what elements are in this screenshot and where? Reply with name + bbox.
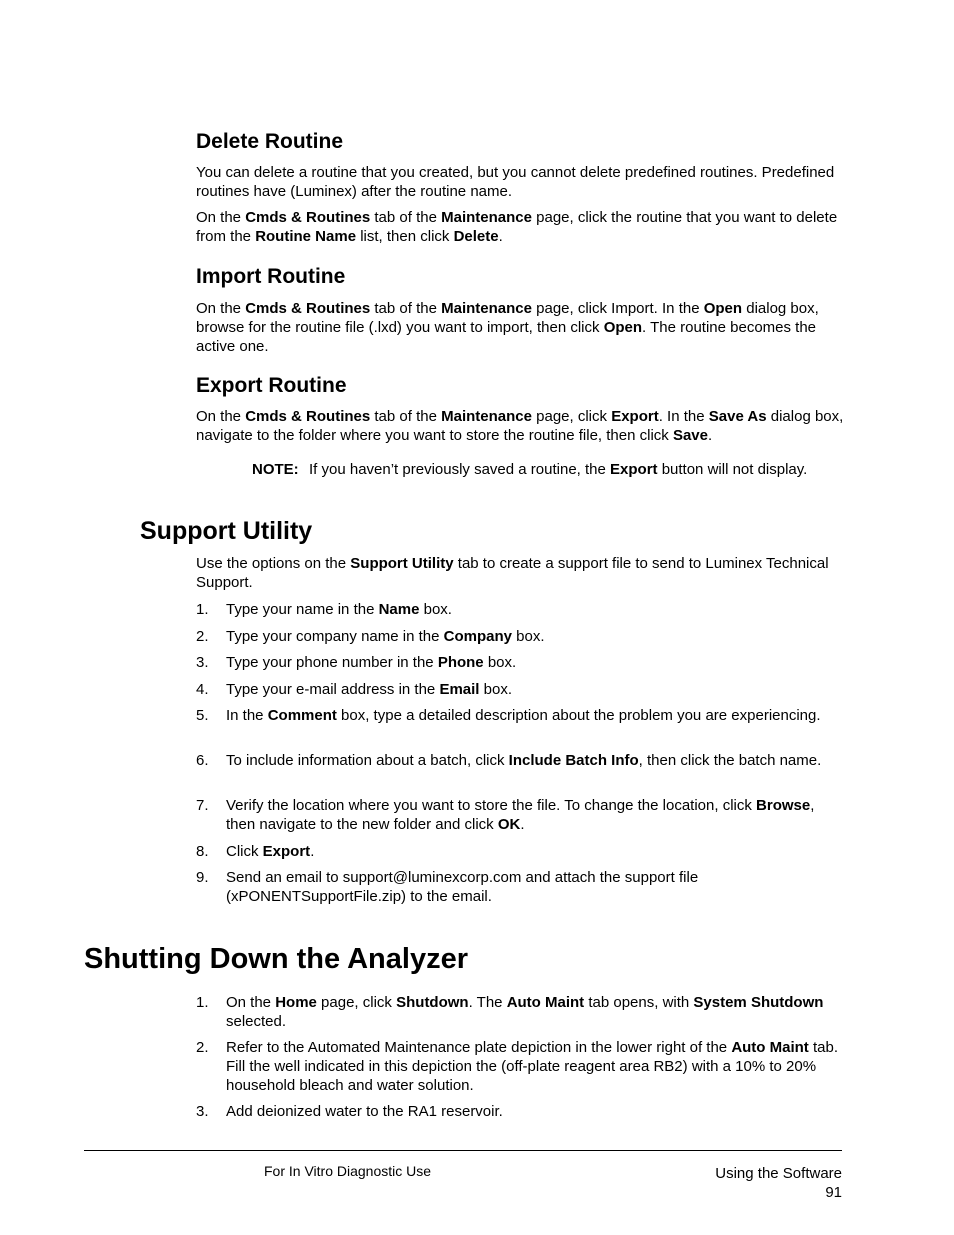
step-number: 1. bbox=[196, 994, 209, 1011]
step-text: In the Comment box, type a detailed description about the problem you are experiencing. bbox=[226, 707, 821, 724]
import-routine-heading: Import Routine bbox=[196, 265, 346, 288]
support-utility-heading: Support Utility bbox=[140, 517, 313, 545]
import-routine-paragraph: On the Cmds & Routines tab of the Maintenance page, click Import. In the Open dialog box, browse for the routine file (.lxd) you want to import, then click Open. The routine becomes the active one. bbox=[196, 300, 819, 355]
step-number: 9. bbox=[196, 869, 209, 886]
step-text: Click Export. bbox=[226, 843, 315, 860]
footer-section-title: Using the Software bbox=[715, 1165, 842, 1182]
step-text: Refer to the Automated Maintenance plate depiction in the lower right of the Auto Maint tab. Fill the well indicated in this depiction the (off-plate reagent area RB2) with a 10% to 20% household bleach and water solution. bbox=[226, 1039, 838, 1094]
support-utility-intro: Use the options on the Support Utility tab to create a support file to send to Luminex Technical Support. bbox=[196, 555, 829, 591]
step-number: 2. bbox=[196, 628, 209, 645]
step-text: On the Home page, click Shutdown. The Auto Maint tab opens, with System Shutdown selected. bbox=[226, 994, 824, 1030]
step-text: Type your company name in the Company box. bbox=[226, 628, 545, 645]
step-number: 2. bbox=[196, 1039, 209, 1056]
export-routine-paragraph: On the Cmds & Routines tab of the Maintenance page, click Export. In the Save As dialog box, navigate to the folder where you want to store the routine file, then click Save. bbox=[196, 408, 844, 444]
step-text: Type your phone number in the Phone box. bbox=[226, 654, 517, 671]
step-text: Send an email to support@luminexcorp.com and attach the support file (xPONENTSupportFile.zip) to the email. bbox=[226, 869, 699, 905]
delete-routine-paragraph-2: On the Cmds & Routines tab of the Maintenance page, click the routine that you want to delete from the Routine Name list, then click Delete. bbox=[196, 209, 838, 245]
shutting-down-heading: Shutting Down the Analyzer bbox=[84, 943, 468, 975]
step-number: 3. bbox=[196, 654, 209, 671]
footer-left-text: For In Vitro Diagnostic Use bbox=[264, 1163, 432, 1179]
step-text: Type your name in the Name box. bbox=[226, 601, 452, 618]
delete-routine-heading: Delete Routine bbox=[196, 130, 344, 153]
step-number: 7. bbox=[196, 797, 209, 814]
footer-divider bbox=[84, 1150, 842, 1151]
delete-routine-paragraph-1: You can delete a routine that you created, but you cannot delete predefined routines. Predefined routines have (Luminex) after the routine name. bbox=[196, 164, 835, 200]
step-text: Verify the location where you want to store the file. To change the location, click Browse, then navigate to the new folder and click OK. bbox=[226, 797, 815, 833]
step-number: 8. bbox=[196, 843, 209, 860]
step-number: 4. bbox=[196, 681, 209, 698]
note-label: NOTE: bbox=[252, 461, 299, 478]
step-text: Type your e-mail address in the Email box. bbox=[226, 681, 512, 698]
page-number: 91 bbox=[825, 1184, 842, 1201]
step-text: Add deionized water to the RA1 reservoir. bbox=[226, 1103, 503, 1120]
export-routine-heading: Export Routine bbox=[196, 374, 347, 397]
step-number: 1. bbox=[196, 601, 209, 618]
step-text: To include information about a batch, click Include Batch Info, then click the batch name. bbox=[226, 752, 822, 769]
step-number: 5. bbox=[196, 707, 209, 724]
step-number: 3. bbox=[196, 1103, 209, 1120]
note-text: If you haven’t previously saved a routine, the Export button will not display. bbox=[309, 461, 808, 478]
footer-right bbox=[715, 1164, 842, 1202]
step-number: 6. bbox=[196, 752, 209, 769]
